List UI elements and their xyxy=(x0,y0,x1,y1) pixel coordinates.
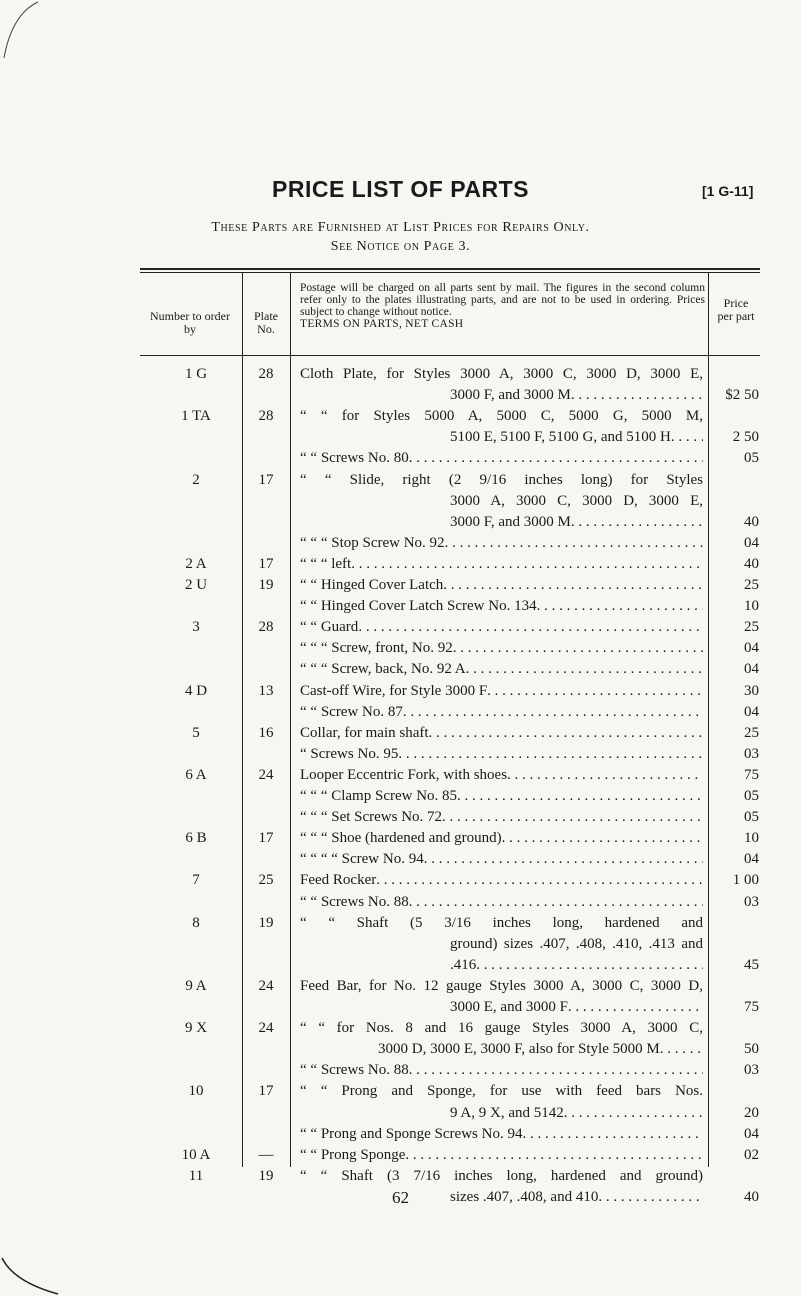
dot-leader xyxy=(429,723,703,744)
part-price: 75 xyxy=(744,766,759,783)
plate-number: 28 xyxy=(258,408,274,425)
part-description-text: 3000 F, and 3000 M xyxy=(450,513,571,530)
part-description-line xyxy=(300,1145,703,1166)
part-description-line xyxy=(300,849,703,870)
part-price: $2 50 xyxy=(725,387,759,404)
part-price: 50 xyxy=(744,1041,759,1058)
plate-number: 28 xyxy=(258,366,274,382)
dot-leader xyxy=(409,448,703,469)
part-price: 25 xyxy=(744,577,759,593)
part-description-text: 3000 D, 3000 E, 3000 F, also for Style 5000 M xyxy=(378,1041,660,1058)
plate-column-header: Plate No. xyxy=(254,309,278,336)
table-top-rule xyxy=(140,268,760,270)
part-price: 75 xyxy=(744,999,759,1015)
part-description-line: “ “ Prong and Sponge, for use with feed bars Nos. xyxy=(300,1083,703,1100)
part-description-line xyxy=(300,807,703,828)
part-number: 9 X xyxy=(184,1020,208,1037)
dot-leader xyxy=(537,596,703,617)
dot-leader xyxy=(445,533,703,554)
part-description-text: “ “ Screw No. 87 xyxy=(300,703,403,720)
part-description-text: “ “ Guard xyxy=(300,619,359,636)
part-price: 2 50 xyxy=(732,429,759,446)
plate-number: 17 xyxy=(258,555,274,572)
part-description-line xyxy=(300,554,703,575)
part-price: 10 xyxy=(744,830,759,847)
part-description-line xyxy=(378,1039,703,1060)
part-number: 10 A xyxy=(181,1146,211,1163)
dot-leader xyxy=(443,575,703,596)
part-description-line xyxy=(450,955,703,976)
dot-leader xyxy=(457,786,703,807)
plate-number: 24 xyxy=(258,977,274,994)
dot-leader xyxy=(403,702,703,723)
part-description-line xyxy=(300,596,703,617)
part-price: 04 xyxy=(744,1125,759,1142)
part-price: 10 xyxy=(744,598,759,615)
notice-text xyxy=(300,282,705,330)
part-description-line: “ “ for Styles 5000 A, 5000 C, 5000 G, 5000 M, xyxy=(300,408,703,425)
dot-leader xyxy=(507,765,703,786)
part-number: 4 D xyxy=(184,682,208,699)
part-price: 03 xyxy=(744,893,759,910)
table-top-rule-thin xyxy=(140,272,760,273)
part-description-line: 3000 A, 3000 C, 3000 D, 3000 E, xyxy=(450,492,703,509)
part-description-line xyxy=(450,512,703,533)
dot-leader xyxy=(476,955,703,976)
part-description-line xyxy=(450,427,703,448)
part-description-text: Looper Eccentric Fork, with shoes xyxy=(300,766,508,783)
part-description-line: ground) sizes .407, .408, .410, .413 and xyxy=(450,935,703,952)
page-title: PRICE LIST OF PARTS xyxy=(272,176,529,202)
part-description-text: “ “ Screws No. 88 xyxy=(300,1062,409,1079)
part-description-line xyxy=(300,786,703,807)
plate-number: — xyxy=(258,1146,274,1163)
part-description-text: “ “ “ Set Screws No. 72 xyxy=(300,809,443,826)
part-number: 10 xyxy=(188,1083,204,1100)
part-description-text: 5100 E, 5100 F, 5100 G, and 5100 H xyxy=(450,429,671,446)
part-description-text: 3000 F, and 3000 M xyxy=(450,387,571,404)
part-description-line xyxy=(300,765,703,786)
plate-number: 24 xyxy=(258,766,274,783)
part-number: 6 A xyxy=(185,766,207,783)
part-price: 40 xyxy=(744,555,759,572)
part-description-text: Collar, for main shaft xyxy=(300,724,429,741)
part-number: 1 TA xyxy=(181,408,211,425)
part-price: 40 xyxy=(744,513,759,530)
plate-number: 19 xyxy=(258,577,274,593)
dot-leader xyxy=(358,617,703,638)
number-column-header: Number to order by xyxy=(150,309,230,336)
part-description-line xyxy=(450,385,703,406)
part-price: 02 xyxy=(744,1146,759,1163)
part-description-line xyxy=(300,723,703,744)
part-description-line: “ “ for Nos. 8 and 16 gauge Styles 3000 A, 3000 C, xyxy=(300,1020,703,1037)
part-description-line xyxy=(300,1060,703,1081)
part-price: 30 xyxy=(744,682,759,699)
part-description-line: “ “ Shaft (5 3/16 inches long, hardened and xyxy=(300,914,703,931)
part-price: 04 xyxy=(744,703,759,720)
part-description-line xyxy=(300,702,703,723)
part-description-text: 3000 E, and 3000 F xyxy=(450,999,568,1015)
dot-leader xyxy=(466,659,703,680)
part-number: 7 xyxy=(192,872,200,889)
part-description-text: 9 A, 9 X, and 5142 xyxy=(450,1104,564,1121)
part-price: 25 xyxy=(744,724,759,741)
part-description-line xyxy=(300,659,703,680)
part-number: 8 xyxy=(192,914,200,931)
dot-leader xyxy=(409,1060,703,1081)
part-number: 6 B xyxy=(185,830,207,847)
part-description-text: “ “ “ Screw, front, No. 92 xyxy=(300,640,453,657)
dot-leader xyxy=(571,385,703,406)
part-description-text: “ “ Prong Sponge xyxy=(300,1146,406,1163)
subtitle-line-2: See Notice on Page 3. xyxy=(330,239,471,254)
part-price: 03 xyxy=(744,745,759,762)
part-price: 05 xyxy=(744,450,759,467)
part-description-text: “ “ “ left xyxy=(300,555,352,572)
part-description-text: Cast-off Wire, for Style 3000 F xyxy=(300,682,488,699)
part-price: 05 xyxy=(744,788,759,804)
part-number: 11 xyxy=(188,1167,204,1184)
part-description-line: “ “ Slide, right (2 9/16 inches long) for Styles xyxy=(300,471,703,488)
part-number: 3 xyxy=(192,619,200,636)
part-description-line xyxy=(300,638,703,659)
price-column-header: Price per part xyxy=(717,296,755,323)
part-price: 04 xyxy=(744,640,759,657)
plate-number: 25 xyxy=(258,872,274,889)
scan-edge-mark xyxy=(0,1256,60,1296)
part-price: 20 xyxy=(744,1104,759,1121)
part-number: 2 xyxy=(192,471,200,488)
part-description-text: “ “ Screws No. 88 xyxy=(300,893,409,910)
part-price: 04 xyxy=(744,534,759,551)
part-description-line xyxy=(450,997,703,1018)
part-description-text: “ “ Screws No. 80 xyxy=(300,450,409,467)
part-price: 1 00 xyxy=(732,872,759,889)
part-price: 05 xyxy=(744,809,759,826)
dot-leader xyxy=(671,427,703,448)
part-number: 2 A xyxy=(185,555,207,572)
terms-line: TERMS ON PARTS, NET CASH xyxy=(300,318,464,330)
plate-number: 28 xyxy=(258,619,274,636)
part-description-line xyxy=(450,1103,703,1124)
dot-leader xyxy=(568,997,703,1018)
notice-body: Postage will be charged on all parts sent by mail. The figures in the second column refer only to the plates illustrating parts, and are not to be used in ordering. Prices subject to change without notice. xyxy=(300,282,705,318)
part-description-line xyxy=(300,617,703,638)
dot-leader xyxy=(564,1103,703,1124)
part-description-text: “ “ “ Shoe (hardened and ground) xyxy=(300,830,502,847)
part-description-text: “ “ “ “ Screw No. 94 xyxy=(300,851,424,868)
scan-edge-mark xyxy=(0,0,40,60)
part-description-text: sizes .407, .408, and 410 xyxy=(450,1188,599,1205)
header-bottom-rule xyxy=(140,355,760,356)
dot-leader xyxy=(487,681,703,702)
part-description-line xyxy=(300,744,703,765)
dot-leader xyxy=(424,849,703,870)
part-description-line xyxy=(300,681,703,702)
page-code: [1 G-11] xyxy=(702,183,754,199)
plate-number: 16 xyxy=(258,724,274,741)
part-description-text: Feed Rocker xyxy=(300,872,377,889)
part-price: 45 xyxy=(744,956,759,973)
dot-leader xyxy=(453,638,703,659)
part-description-line: Cloth Plate, for Styles 3000 A, 3000 C, 3000 D, 3000 E, xyxy=(300,366,703,382)
dot-leader xyxy=(502,828,703,849)
part-price: 03 xyxy=(744,1062,759,1079)
part-number: 9 A xyxy=(185,977,207,994)
plate-number: 17 xyxy=(258,830,274,847)
part-number: 5 xyxy=(192,724,200,741)
dot-leader xyxy=(571,512,703,533)
part-description-line: “ “ Shaft (3 7/16 inches long, hardened and ground) xyxy=(300,1167,703,1184)
part-number: 2 U xyxy=(184,577,208,593)
part-description-text: “ “ Hinged Cover Latch Screw No. 134 xyxy=(300,598,537,615)
dot-leader xyxy=(398,744,703,765)
part-price: 04 xyxy=(744,661,759,678)
part-description-line xyxy=(300,892,703,913)
part-description-text: .416 xyxy=(450,956,477,973)
plate-number: 13 xyxy=(258,682,274,699)
dot-leader xyxy=(660,1039,703,1060)
part-description-line xyxy=(300,533,703,554)
dot-leader xyxy=(522,1124,703,1145)
subtitle-line-1: These Parts are Furnished at List Prices for Repairs Only. xyxy=(211,220,590,235)
part-description-line: Feed Bar, for No. 12 gauge Styles 3000 A, 3000 C, 3000 D, xyxy=(300,977,703,994)
plate-number: 24 xyxy=(258,1020,274,1037)
plate-number: 17 xyxy=(258,1083,274,1100)
part-description-line xyxy=(300,448,703,469)
part-description-text: “ “ “ Clamp Screw No. 85 xyxy=(300,788,458,804)
plate-number: 19 xyxy=(258,1167,274,1184)
part-price: 04 xyxy=(744,851,759,868)
part-description-text: “ Screws No. 95 xyxy=(300,745,399,762)
dot-leader xyxy=(405,1145,703,1166)
dot-leader xyxy=(409,892,703,913)
part-description-text: “ “ Hinged Cover Latch xyxy=(300,577,444,593)
plate-number: 17 xyxy=(258,471,274,488)
part-description-line xyxy=(300,870,703,891)
part-description-line xyxy=(300,1124,703,1145)
part-price: 25 xyxy=(744,619,759,636)
page-number: 62 xyxy=(392,1188,409,1207)
part-description-text: “ “ Prong and Sponge Screws No. 94 xyxy=(300,1125,523,1142)
part-description-text: “ “ “ Screw, back, No. 92 A xyxy=(300,661,466,678)
dot-leader xyxy=(376,870,703,891)
part-number: 1 G xyxy=(184,366,208,382)
part-description-line xyxy=(300,575,703,596)
plate-number: 19 xyxy=(258,914,274,931)
dot-leader xyxy=(442,807,703,828)
part-description-text: “ “ “ Stop Screw No. 92 xyxy=(300,534,445,551)
dot-leader xyxy=(351,554,703,575)
part-description-line xyxy=(300,828,703,849)
part-price: 40 xyxy=(744,1188,759,1205)
